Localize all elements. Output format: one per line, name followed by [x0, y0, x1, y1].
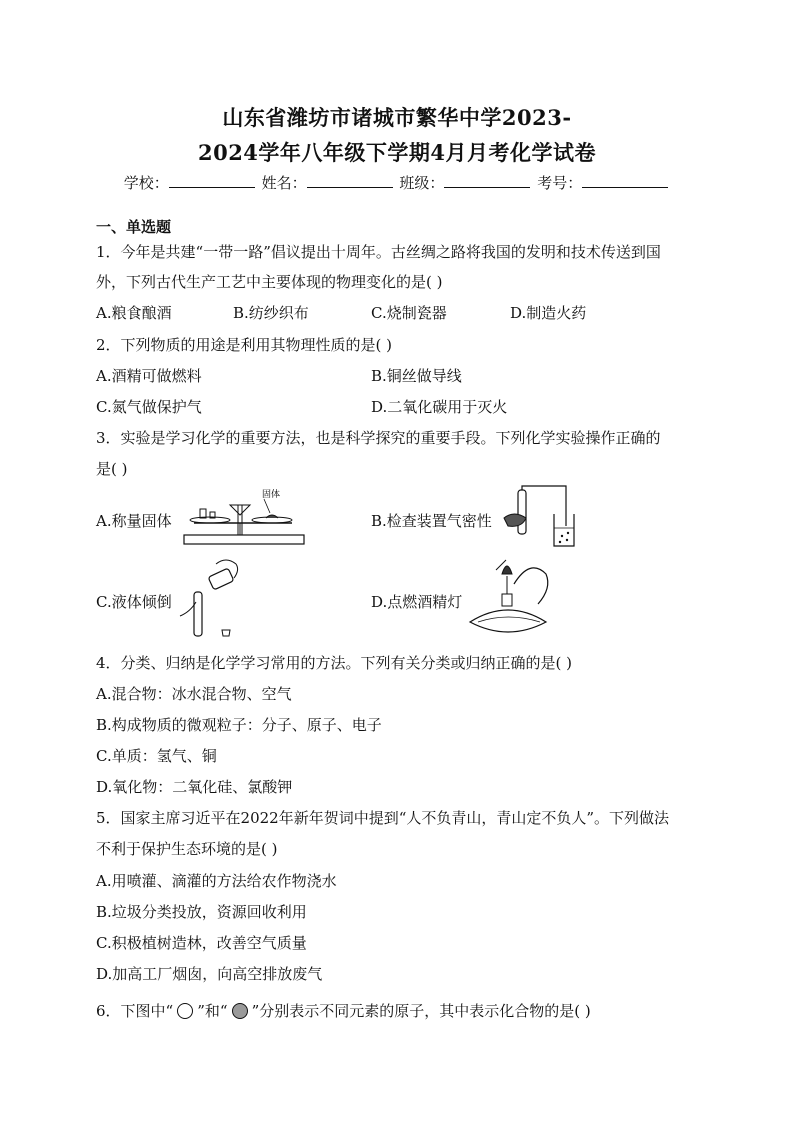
q1-option-b[interactable]: B.纺纱织布 — [233, 304, 309, 322]
exam-number-blank[interactable] — [582, 173, 668, 188]
exam-number-label: 考号： — [537, 174, 583, 192]
exam-title-line1: 山东省潍坊市诸城市繁华中学2023- — [222, 105, 572, 130]
school-blank[interactable] — [169, 173, 255, 188]
q4-stem: 4．分类、归纳是化学学习常用的方法。下列有关分类或归纳正确的是( ) — [96, 654, 573, 672]
q3-option-a[interactable]: A.称量固体 — [96, 512, 172, 530]
q5-stem-line2: 不利于保护生态环境的是( ) — [96, 840, 278, 858]
q2-option-a[interactable]: A.酒精可做燃料 — [96, 367, 202, 385]
q5-option-b[interactable]: B.垃圾分类投放，资源回收利用 — [96, 903, 307, 921]
q6-stem-part2: ”和“ — [197, 1002, 228, 1020]
student-info-row — [0, 172, 794, 193]
q4-option-a[interactable]: A.混合物：冰水混合物、空气 — [96, 685, 292, 703]
q5-option-d[interactable]: D.加高工厂烟囱，向高空排放废气 — [96, 965, 323, 983]
q1-option-d[interactable]: D.制造火药 — [510, 304, 587, 322]
q5-option-c[interactable]: C.积极植树造林，改善空气质量 — [96, 934, 307, 952]
q3-stem-line1: 3．实验是学习化学的重要方法，也是科学探究的重要手段。下列化学实验操作正确的 — [96, 429, 661, 447]
liquid-pouring-figure — [180, 556, 250, 638]
q6-stem-part3: ”分别表示不同元素的原子，其中表示化合物的是( ) — [251, 1002, 591, 1020]
name-blank[interactable] — [307, 173, 393, 188]
class-blank[interactable] — [444, 173, 530, 188]
name-label: 姓名： — [261, 174, 307, 192]
q1-option-c[interactable]: C.烧制瓷器 — [371, 304, 447, 322]
q4-option-d[interactable]: D.氧化物：二氧化硅、氯酸钾 — [96, 778, 293, 796]
q3-stem-line2: 是( ) — [96, 460, 128, 478]
q1-option-a[interactable]: A.粮食酿酒 — [96, 304, 172, 322]
q2-option-c[interactable]: C.氮气做保护气 — [96, 398, 202, 416]
white-atom-icon — [177, 1003, 193, 1019]
q1-stem-line2: 外，下列古代生产工艺中主要体现的物理变化的是( ) — [96, 273, 443, 291]
grey-atom-icon — [232, 1003, 248, 1019]
q3-option-c[interactable]: C.液体倾倒 — [96, 593, 172, 611]
q1-stem-line1: 1．今年是共建“一带一路”倡议提出十周年。古丝绸之路将我国的发明和技术传送到国 — [96, 243, 661, 261]
class-label: 班级： — [399, 174, 445, 192]
section-title: 一、单选题 — [96, 218, 172, 236]
q2-option-d[interactable]: D.二氧化碳用于灭火 — [371, 398, 508, 416]
q6-stem-part1: 6．下图中“ — [96, 1002, 174, 1020]
q6-stem — [96, 1000, 591, 1021]
q4-option-c[interactable]: C.单质：氢气、铜 — [96, 747, 217, 765]
airtightness-check-figure — [498, 484, 574, 550]
q3-option-b[interactable]: B.检查装置气密性 — [371, 512, 492, 530]
q5-option-a[interactable]: A.用喷灌、滴灌的方法给农作物浇水 — [96, 872, 337, 890]
q2-option-b[interactable]: B.铜丝做导线 — [371, 367, 462, 385]
q2-stem: 2．下列物质的用途是利用其物理性质的是( ) — [96, 336, 393, 354]
q3-option-d[interactable]: D.点燃酒精灯 — [371, 593, 463, 611]
balance-scale-figure — [180, 487, 308, 549]
q5-stem-line1: 5．国家主席习近平在2022年新年贺词中提到“人不负青山，青山定不负人”。下列做法 — [96, 809, 670, 827]
exam-title-line2: 2024学年八年级下学期4月月考化学试卷 — [197, 140, 597, 165]
alcohol-lamp-figure — [466, 556, 552, 638]
solid-label: 固体 — [262, 490, 281, 500]
school-label: 学校： — [123, 174, 169, 192]
q4-option-b[interactable]: B.构成物质的微观粒子：分子、原子、电子 — [96, 716, 382, 734]
